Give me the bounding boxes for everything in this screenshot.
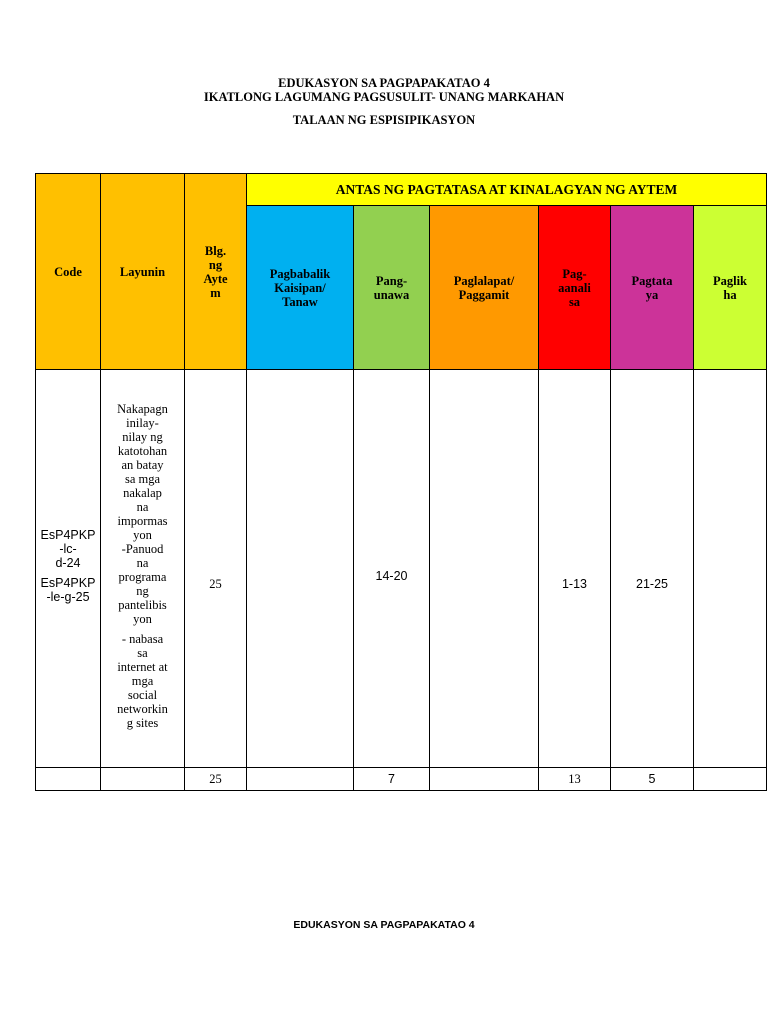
- header-blg-line: Ayte: [203, 271, 228, 286]
- pagaanalisa-value-cell: [539, 370, 611, 768]
- header-line: Pagbabalik: [269, 266, 331, 281]
- code-line: -le-g-25: [46, 589, 90, 604]
- pagaanalisa-value: 1-13: [561, 576, 588, 591]
- code-item: [36, 528, 100, 570]
- layunin-line: social: [127, 687, 158, 702]
- header-paglalapat: [430, 206, 539, 370]
- paglalapat-value: [430, 370, 539, 768]
- layunin-line: Nakapagn: [117, 401, 168, 416]
- layunin-line: sa mga: [124, 471, 161, 486]
- total-pang-unawa: 7: [354, 768, 430, 791]
- header-line: unawa: [373, 287, 410, 302]
- header-code: Code: [36, 174, 101, 370]
- layunin-line: g sites: [126, 715, 159, 730]
- layunin-line: inilay-: [126, 415, 159, 430]
- layunin-line: impormas: [117, 513, 168, 528]
- header-line: ha: [723, 287, 737, 302]
- layunin-line: na: [136, 499, 149, 514]
- header-line: Pang-: [375, 273, 408, 288]
- header-line: Pagtata: [631, 273, 673, 288]
- header-pagaanalisa: [539, 206, 611, 370]
- header-line: ya: [645, 287, 659, 302]
- header-line: Tanaw: [282, 294, 318, 309]
- code-line: d-24: [55, 555, 81, 570]
- layunin-line: an batay: [121, 457, 164, 472]
- total-paglikha: [694, 768, 767, 791]
- blg-value: 25: [209, 576, 222, 591]
- header-line: Paggamit: [458, 287, 510, 302]
- layunin-line: nakalap: [123, 485, 162, 500]
- code-line: EsP4PKP: [40, 575, 96, 590]
- code-cell: [36, 370, 101, 768]
- layunin-cell: [101, 370, 185, 768]
- header-line: Kaisipan/: [274, 280, 326, 295]
- header-line: Paglik: [712, 273, 748, 288]
- total-layunin: [101, 768, 185, 791]
- header-blg-ng-aytem: [185, 174, 247, 370]
- layunin-line: programa: [118, 569, 167, 584]
- layunin-line: na: [136, 555, 149, 570]
- total-pagbabalik: [247, 768, 354, 791]
- layunin-line: -Panuod: [121, 541, 164, 556]
- title-line-2: IKATLONG LAGUMANG PAGSUSULIT- UNANG MARKAHAN: [203, 90, 565, 104]
- header-antas-group: ANTAS NG PAGTATASA AT KINALAGYAN NG AYTEM: [247, 174, 767, 206]
- header-paglikha: [694, 206, 767, 370]
- totals-row: [36, 768, 767, 791]
- header-blg-line: ng: [208, 257, 223, 272]
- total-code: [36, 768, 101, 791]
- layunin-line: pantelibis: [118, 597, 167, 612]
- layunin-line: katotohan: [117, 443, 168, 458]
- total-paglalapat: [430, 768, 539, 791]
- table-row: [36, 370, 767, 768]
- layunin-line: yon: [133, 611, 152, 626]
- header-pagbabalik: [247, 206, 354, 370]
- total-blg: 25: [185, 768, 247, 791]
- pagtataya-value: 21-25: [636, 576, 668, 591]
- layunin-line: internet at: [117, 659, 168, 674]
- code-line: EsP4PKP: [40, 527, 96, 542]
- code-item: [36, 576, 100, 604]
- header-blg-line: Blg.: [204, 243, 227, 258]
- layunin-paragraph: [101, 402, 184, 626]
- layunin-line: ng: [136, 583, 149, 598]
- layunin-paragraph: [101, 632, 184, 730]
- blg-value-cell: [185, 370, 247, 768]
- page-footer: EDUKASYON SA PAGPAPAKATAO 4: [293, 919, 475, 931]
- pagbabalik-value: [247, 370, 354, 768]
- header-line: aanali: [558, 280, 591, 295]
- total-pagaanalisa: 13: [539, 768, 611, 791]
- pagtataya-value-cell: [611, 370, 694, 768]
- pang-unawa-value: 14-20: [375, 568, 408, 583]
- document-title: [0, 76, 768, 104]
- header-pang-unawa: [354, 206, 430, 370]
- code-line: -lc-: [59, 541, 77, 556]
- title-line-1: EDUKASYON SA PAGPAPAKATAO 4: [278, 76, 490, 90]
- header-line: Pag-: [562, 266, 587, 281]
- layunin-line: nilay ng: [122, 429, 163, 444]
- layunin-line: mga: [131, 673, 154, 688]
- header-line: Paglalapat/: [453, 273, 515, 288]
- header-line: sa: [568, 294, 581, 309]
- paglikha-value: [694, 370, 767, 768]
- table-title: TALAAN NG ESPISIPIKASYON: [292, 113, 476, 127]
- pang-unawa-value-cell: [354, 370, 430, 768]
- header-blg-line: m: [210, 285, 221, 300]
- layunin-line: yon: [133, 527, 152, 542]
- header-layunin: Layunin: [101, 174, 185, 370]
- layunin-line: - nabasa: [121, 631, 164, 646]
- layunin-line: networkin: [117, 701, 168, 716]
- layunin-line: sa: [137, 645, 148, 660]
- total-pagtataya: 5: [611, 768, 694, 791]
- header-pagtataya: [611, 206, 694, 370]
- specification-table: [35, 173, 767, 791]
